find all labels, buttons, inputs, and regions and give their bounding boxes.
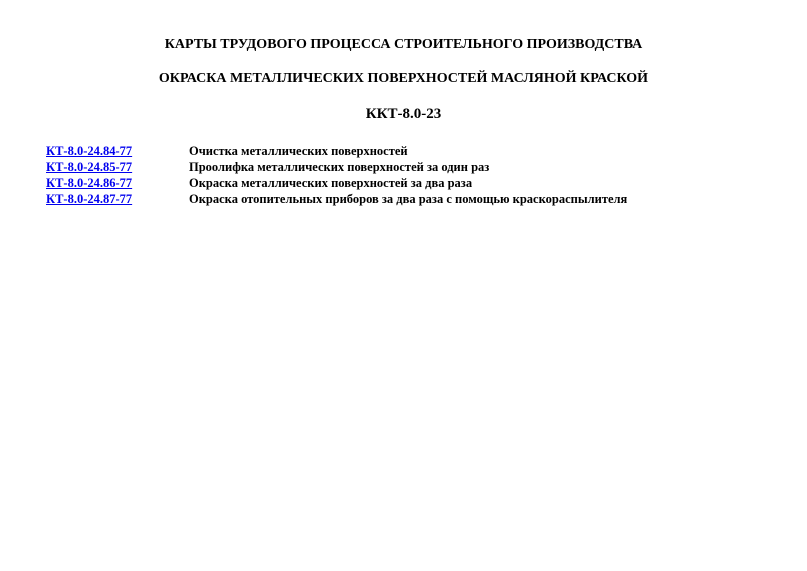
list-item (46, 191, 786, 207)
document-title: Окраска отопительных приборов за два раза с помощью краскораспылителя (189, 192, 628, 206)
document-link[interactable]: КТ-8.0-24.85-77 (46, 160, 133, 174)
document-list (46, 143, 786, 207)
list-item (46, 175, 786, 191)
document-title: Окраска металлических поверхностей за два раза (189, 176, 473, 190)
document-title: Очистка металлических поверхностей (189, 144, 408, 158)
page-title: КАРТЫ ТРУДОВОГО ПРОЦЕССА СТРОИТЕЛЬНОГО ПРОИЗВОДСТВА (164, 37, 643, 52)
document-link[interactable]: КТ-8.0-24.86-77 (46, 176, 133, 190)
document-code: ККТ-8.0-23 (365, 106, 442, 122)
document-title: Проолифка металлических поверхностей за один раз (189, 160, 490, 174)
document-link[interactable]: КТ-8.0-24.84-77 (46, 144, 133, 158)
document-link[interactable]: КТ-8.0-24.87-77 (46, 192, 133, 206)
list-item (46, 143, 786, 159)
list-item (46, 159, 786, 175)
page-subtitle: ОКРАСКА МЕТАЛЛИЧЕСКИХ ПОВЕРХНОСТЕЙ МАСЛЯНОЙ КРАСКОЙ (158, 71, 649, 86)
